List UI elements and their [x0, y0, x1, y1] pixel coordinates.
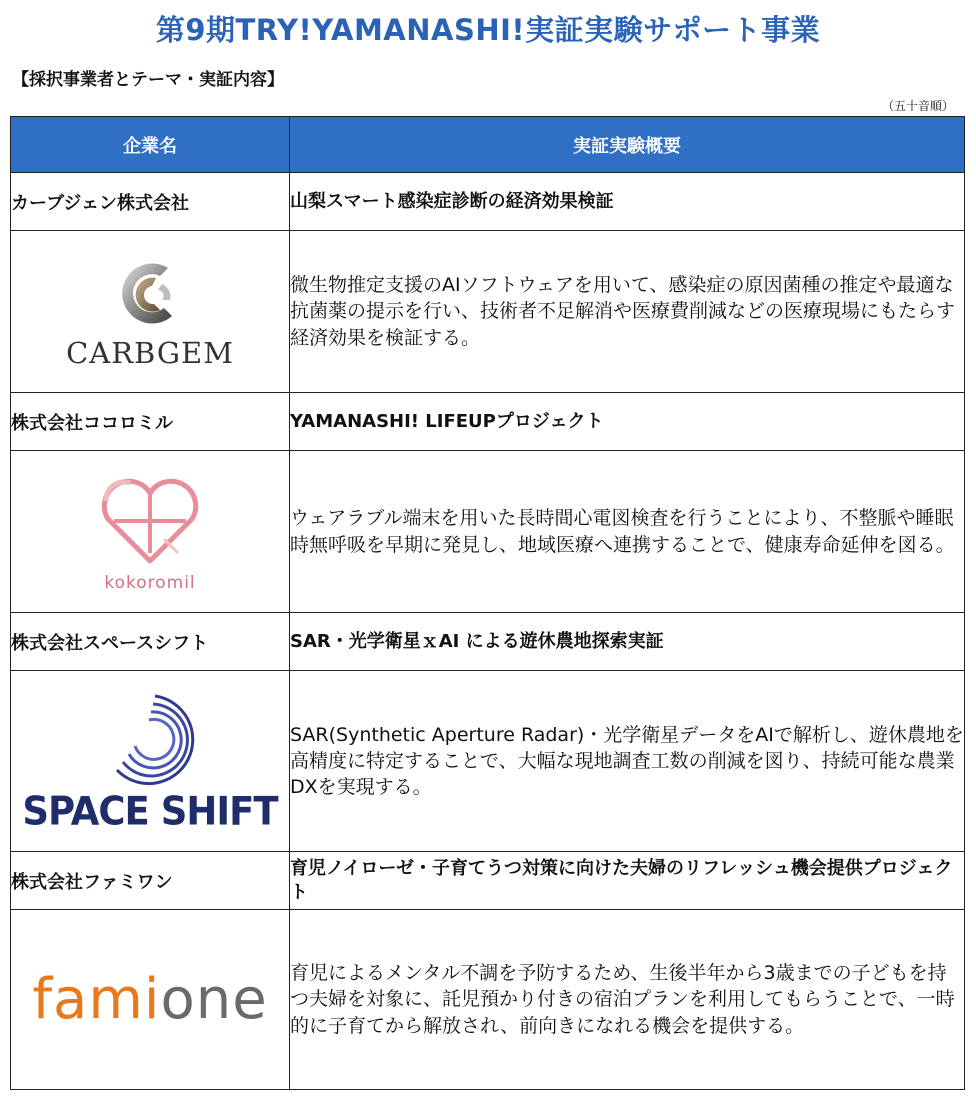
- table-row: [11, 451, 965, 613]
- description: 育児によるメンタル不調を予防するため、生後半年から3歳までの子どもを持つ夫婦を対象に、託児預かり付きの宿泊プランを利用してもらうことで、一時的に子育てから解放され、前向きになれる機会を提供する。: [290, 910, 965, 1090]
- column-header-summary: 実証実験概要: [290, 117, 965, 173]
- carbgem-logo-text: CARBGEM: [66, 335, 234, 370]
- table-row: [11, 910, 965, 1090]
- table-row: [11, 671, 965, 852]
- spaceshift-logo: [11, 690, 289, 833]
- company-logo-cell: [11, 671, 290, 852]
- theme-title: 育児ノイローゼ・子育てうつ対策に向けた夫婦のリフレッシュ機会提供プロジェクト: [290, 852, 965, 910]
- section-subtitle: 【採択事業者とテーマ・実証内容】: [12, 70, 284, 90]
- carbgem-logo-icon: [110, 254, 190, 334]
- description: 微生物推定支援のAIソフトウェアを用いて、感染症の原因菌種の推定や最適な抗菌薬の提示を行い、技術者不足解消や医療費削減などの医療現場にもたらす経済効果を検証する。: [290, 231, 965, 393]
- famione-logo-text-one: one: [160, 967, 268, 1032]
- description: SAR(Synthetic Aperture Radar)・光学衛星データをAIで解析し、遊休農地を高精度に特定することで、大幅な現地調査工数の削減を図り、持続可能な農業DXを実現する。: [290, 671, 965, 852]
- table-row: [11, 852, 965, 910]
- page-title: 第9期TRY!YAMANASHI!実証実験サポート事業: [155, 13, 821, 47]
- table-header-row: [11, 117, 965, 173]
- table-row: [11, 613, 965, 671]
- description: ウェアラブル端末を用いた長時間心電図検査を行うことにより、不整脈や睡眠時無呼吸を早期に発見し、地域医療へ連携することで、健康寿命延伸を図る。: [290, 451, 965, 613]
- adoption-table: [10, 116, 965, 1090]
- kokoromil-logo: [11, 471, 289, 593]
- column-header-company: 企業名: [11, 117, 290, 173]
- theme-title: SAR・光学衛星ｘAI による遊休農地探索実証: [290, 613, 965, 671]
- carbgem-logo: [11, 254, 289, 370]
- orbit-logo-icon: [95, 690, 205, 786]
- company-name: 株式会社ファミワン: [11, 852, 290, 910]
- famione-logo-text: [32, 967, 267, 1032]
- company-name: 株式会社スペースシフト: [11, 613, 290, 671]
- company-name: カーブジェン株式会社: [11, 173, 290, 231]
- order-note: （五十音順）: [881, 99, 954, 113]
- famione-logo: [11, 967, 289, 1032]
- spaceshift-logo-text: SPACE SHIFT: [22, 788, 278, 834]
- kokoromil-logo-text: kokoromil: [104, 572, 196, 593]
- table-row: [11, 173, 965, 231]
- theme-title: YAMANASHI! LIFEUPプロジェクト: [290, 393, 965, 451]
- company-logo-cell: [11, 231, 290, 393]
- heart-logo-icon: [90, 471, 210, 571]
- company-name: 株式会社ココロミル: [11, 393, 290, 451]
- company-logo-cell: [11, 451, 290, 613]
- table-row: [11, 393, 965, 451]
- table-row: [11, 231, 965, 393]
- famione-logo-text-fami: fami: [32, 967, 161, 1032]
- company-logo-cell: [11, 910, 290, 1090]
- theme-title: 山梨スマート感染症診断の経済効果検証: [290, 173, 965, 231]
